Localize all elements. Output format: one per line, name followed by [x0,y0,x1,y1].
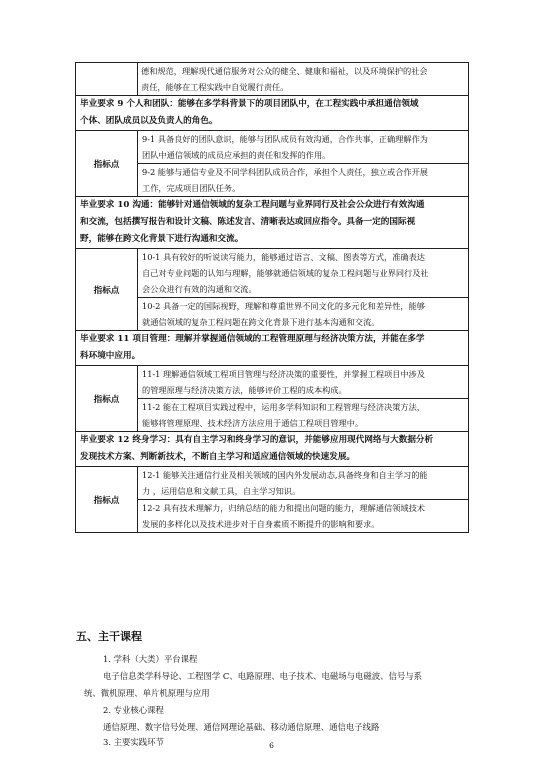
indicator-9-2: 9-2 能够与通信专业及不同学科团队成员合作，承担个人责任，独立或合作开展 工作，完成项目团队任务。 [138,164,469,197]
requirement-9-header-row [76,96,469,131]
responsibility-text: 德和规范，理解现代通信服务对公众的健全、健康和福祉，以及环境保护的社会 责任，能够在工程实践中自觉履行责任。 [138,63,469,96]
course-group-1-body-line-1: 电子信息类学科导论、工程图学 C、电路原理、电子技术、电磁场与电磁波、信号与系 [103,671,422,681]
requirement-12-header: 毕业要求 12 终身学习：具有自主学习和终身学习的意识，并能够应用现代网络与大数据分析 发现技术方案、判断新技术，不断自主学习和适应通信领域的快速发展。 [76,432,469,467]
table-row [76,249,469,298]
indicator-10-2: 10-2 具备一定的国际视野，理解和尊重世界不同文化的多元化和差异性，能够 就通信领域的复杂工程问题在跨文化背景下进行基本沟通和交流。 [138,298,469,331]
indicator-12-2: 12-2 具有技术理解力，归纳总结的能力和提出问题的能力，理解通信领域技术 发展的多样化以及技术进步对于自身素质不断提升的影响和要求。 [138,500,469,533]
section-title: 五、主干课程 [76,630,142,643]
indicator-label: 指标点 [76,131,138,197]
requirement-11-header-row [76,331,469,366]
course-group-3-title: 3. 主要实践环节 [103,737,164,747]
table-row [76,131,469,164]
course-group-2-body: 通信原理、数字信号处理、通信网理论基础、移动通信原理、通信电子线路 [103,722,380,732]
graduation-requirements-table [75,62,469,533]
page-number: 6 [269,741,274,750]
indicator-10-1: 10-1 具有较好的听说读写能力，能够通过语言、文稿、图表等方式，准确表达 自己对专业问题的认知与理解，能够就通信领域的复杂工程问题与业界同行及社 会公众进行有效的沟通和交流。 [138,249,469,298]
requirement-11-header: 毕业要求 11 项目管理：理解并掌握通信领域的工程管理原理与经济决策方法，并能在多学 科环境中应用。 [76,331,469,366]
course-group-1-body-line-2: 统、微机原理、单片机原理与应用 [84,688,210,698]
table-row [76,366,469,399]
course-group-1-title: 1. 学科（大类）平台课程 [103,654,198,664]
table-row [76,63,469,96]
requirement-9-header: 毕业要求 9 个人和团队：能够在多学科背景下的项目团队中，在工程实践中承担通信领域 个体、团队成员以及负责人的角色。 [76,96,469,131]
requirement-12-header-row [76,432,469,467]
indicator-9-1: 9-1 具备良好的团队意识，能够与团队成员有效沟通，合作共事，正确理解作为 团队中通信领域的成员应承担的责任和发挥的作用。 [138,131,469,164]
requirement-10-header: 毕业要求 10 沟通：能够针对通信领域的复杂工程问题与业界同行及社会公众进行有效沟通 和交流，包括撰写报告和设计文稿、陈述发言、清晰表达或回应指令。具备一定的国际视 野，能够在跨文化背景下进行沟通和交流。 [76,197,469,249]
indicator-label: 指标点 [76,366,138,432]
course-group-2-title: 2. 专业核心课程 [103,705,164,715]
requirement-10-header-row [76,197,469,249]
indicator-label: 指标点 [76,467,138,533]
indicator-11-2: 11-2 能在工程项目实践过程中，运用多学科知识和工程管理与经济决策方法， 能够将管理原理、技术经济方法应用于通信工程项目管理中。 [138,399,469,432]
indicator-11-1: 11-1 理解通信领域工程项目管理与经济决策的重要性，并掌握工程项目中涉及 的管理原理与经济决策方法，能够评价工程的成本构成。 [138,366,469,399]
table-row [76,467,469,500]
indicator-label: 指标点 [76,249,138,331]
indicator-12-1: 12-1 能够关注通信行业及相关领域的国内外发展动态,具备终身和自主学习的能 力 ，运用信息和文献工具，自主学习知识。 [138,467,469,500]
